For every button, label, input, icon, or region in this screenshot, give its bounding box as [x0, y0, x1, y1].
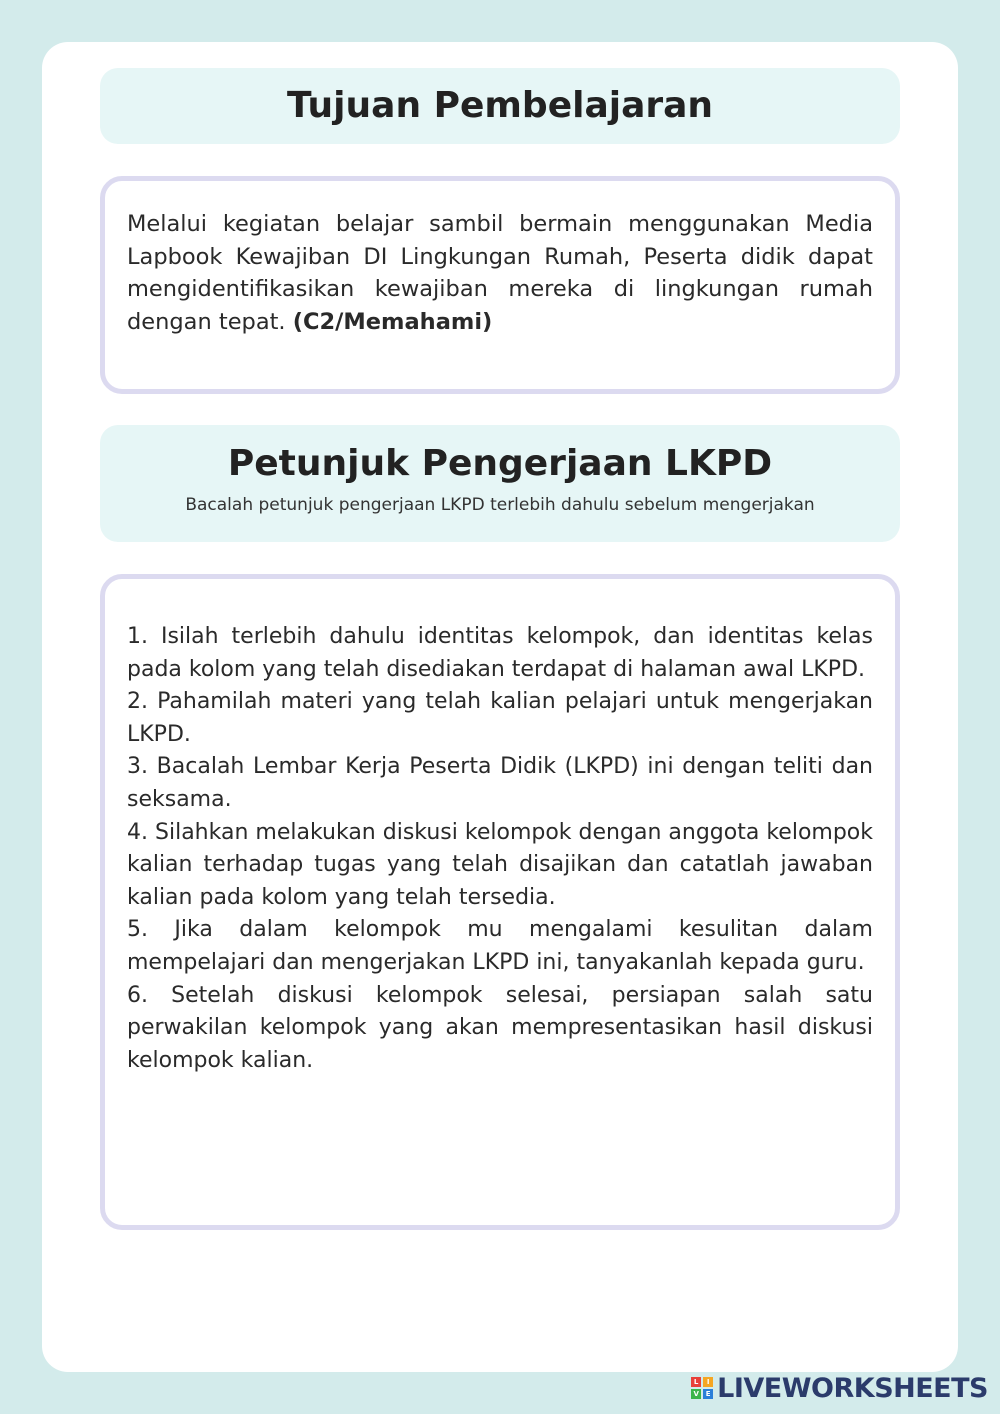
instructions-list	[127, 621, 873, 1077]
liveworksheets-name: LIVEWORKSHEETS	[717, 1372, 988, 1404]
logo-letter-i: I	[703, 1377, 713, 1387]
instruction-step-6: 6. Setelah diskusi kelompok selesai, persiapan salah satu perwakilan kelompok yang akan mempresentasikan hasil diskusi kelompok kalian.	[127, 982, 873, 1073]
learning-objective-header	[100, 68, 900, 144]
learning-objective-box	[100, 176, 900, 394]
learning-objective-title: Tujuan Pembelajaran	[286, 85, 714, 126]
instruction-step-2: 2. Pahamilah materi yang telah kalian pelajari untuk mengerjakan LKPD.	[127, 689, 873, 747]
instructions-title: Petunjuk Pengerjaan LKPD	[227, 443, 773, 484]
learning-objective-body: Melalui kegiatan belajar sambil bermain menggunakan Media Lapbook Kewajiban DI Lingkungan Rumah, Peserta didik dapat mengidentifikasikan kewajiban mereka di lingkungan rumah dengan tepat.	[127, 211, 873, 335]
instruction-step-3: 3. Bacalah Lembar Kerja Peserta Didik (LKPD) ini dengan teliti dan seksama.	[127, 754, 873, 812]
instructions-box	[100, 574, 900, 1230]
liveworksheets-logo-icon	[691, 1377, 713, 1399]
learning-objective-text	[127, 208, 873, 338]
instruction-step-5: 5. Jika dalam kelompok mu mengalami kesulitan dalam mempelajari dan mengerjakan LKPD ini, tanyakanlah kepada guru.	[127, 917, 873, 975]
learning-objective-level: (C2/Memahami)	[292, 308, 493, 335]
instructions-subtitle: Bacalah petunjuk pengerjaan LKPD terlebih dahulu sebelum mengerjakan	[185, 495, 815, 515]
logo-letter-e: E	[703, 1389, 713, 1399]
instruction-step-1: 1. Isilah terlebih dahulu identitas kelompok, dan identitas kelas pada kolom yang telah disediakan terdapat di halaman awal LKPD.	[127, 624, 873, 682]
logo-letter-v: V	[691, 1389, 701, 1399]
instructions-header	[100, 425, 900, 542]
logo-letter-l: L	[691, 1377, 701, 1387]
liveworksheets-brand[interactable]	[691, 1370, 988, 1406]
instruction-step-4: 4. Silahkan melakukan diskusi kelompok dengan anggota kelompok kalian terhadap tugas yang telah disajikan dan catatlah jawaban kalian pada kolom yang telah tersedia.	[127, 819, 873, 910]
